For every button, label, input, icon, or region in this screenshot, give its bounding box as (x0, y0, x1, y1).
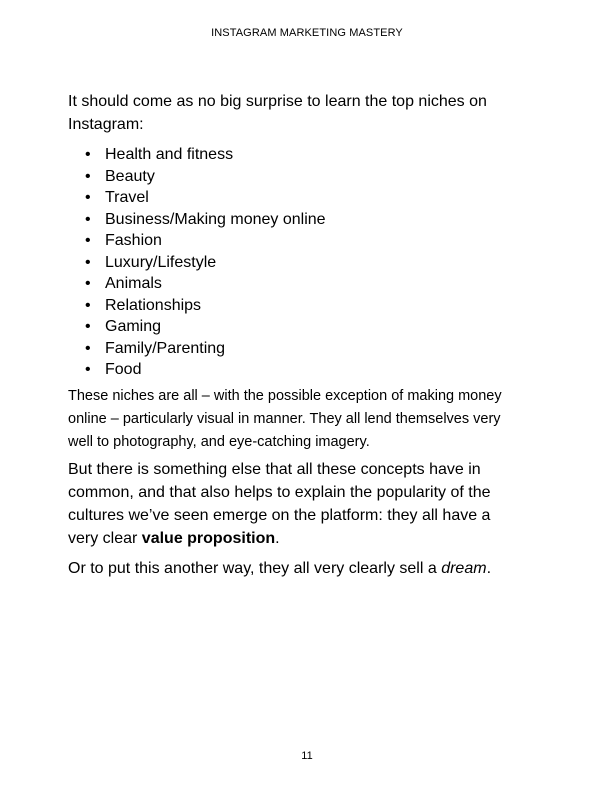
list-item-label: Animals (105, 275, 162, 292)
list-item-label: Gaming (105, 318, 162, 335)
list-item (68, 230, 518, 252)
list-item (68, 166, 518, 188)
list-item (68, 252, 518, 274)
bullet-icon: • (85, 318, 91, 335)
list-item (68, 209, 518, 231)
value-text-after: . (275, 529, 280, 547)
bullet-icon: • (85, 210, 91, 228)
bullet-icon: • (85, 189, 91, 206)
list-item (68, 295, 518, 317)
niche-list (68, 144, 518, 381)
bullet-icon: • (85, 232, 91, 249)
intro-paragraph: It should come as no big surprise to learn the top niches on Instagram: (68, 93, 487, 133)
list-item (68, 316, 518, 338)
value-text-before: But there is something else that all these concepts have in common, and that also helps to explain the popularity of the cultures we’ve seen emerge on the platform: they all have a very clear (68, 460, 491, 547)
bullet-icon: • (85, 339, 91, 357)
bullet-icon: • (85, 146, 91, 163)
list-item-label: Beauty (105, 167, 155, 185)
page-number: 11 (301, 750, 313, 762)
running-header: INSTAGRAM MARKETING MASTERY (211, 27, 403, 39)
list-item-label: Health and fitness (105, 146, 234, 163)
dream-text-after: . (486, 559, 492, 577)
list-item-label: Relationships (105, 296, 202, 314)
bullet-icon: • (85, 167, 91, 185)
list-item (68, 144, 518, 166)
list-item (68, 338, 518, 360)
bullet-icon: • (85, 296, 91, 314)
value-proposition-bold: value proposition (141, 529, 276, 547)
list-item-label: Family/Parenting (105, 339, 226, 357)
list-item-label: Business/Making money online (105, 210, 326, 228)
dream-italic: dream (441, 559, 487, 577)
list-item-label: Fashion (105, 232, 162, 249)
list-item (68, 359, 518, 381)
list-item-label: Travel (105, 189, 149, 206)
bullet-icon: • (85, 361, 91, 378)
list-item-label: Food (105, 361, 142, 378)
visual-niches-paragraph: These niches are all – with the possible exception of making money online – particularly visual in manner. They all lend themselves very well to photography, and eye-catching imagery. (68, 387, 502, 450)
list-item (68, 187, 518, 209)
list-item-label: Luxury/Lifestyle (105, 253, 217, 271)
list-item (68, 273, 518, 295)
dream-text-before: Or to put this another way, they all very clearly sell a (68, 559, 442, 577)
bullet-icon: • (85, 275, 91, 292)
value-proposition-paragraph (68, 458, 518, 550)
bullet-icon: • (85, 253, 91, 271)
dream-paragraph (68, 557, 518, 580)
page-content (68, 90, 518, 580)
